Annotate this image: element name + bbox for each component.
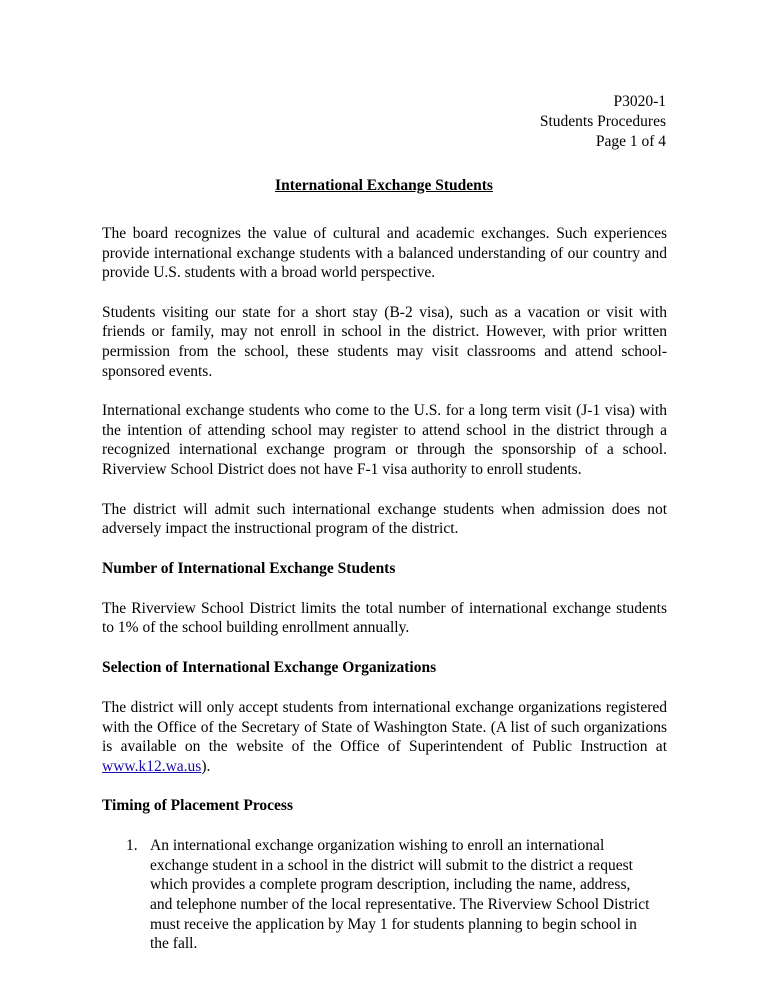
selection-text-after-link: ).: [201, 757, 211, 775]
section-heading-selection: Selection of International Exchange Organizations: [102, 658, 437, 676]
selection-text-before-link: The district will only accept students from international exchange organizations registered with the Office of the Secretary of State of Washington State. (A list of such organizations is available on the website of the Office of Superintendent of Public Instruction at: [102, 698, 667, 756]
policy-category: Students Procedures: [539, 113, 666, 130]
section-text-selection: [102, 698, 667, 776]
timing-list: [126, 836, 667, 954]
intro-paragraph-1: The board recognizes the value of cultural and academic exchanges. Such experiences provide international exchange students with a balanced understanding of our country and provide U.S. students with a broad world perspective.: [102, 225, 667, 282]
document-header: [540, 92, 666, 152]
list-item-text: An international exchange organization wishing to enroll an international exchange student in a school in the district will submit to the district a request which provides a complete program description, including the name, address, and telephone number of the local representative. The Riverview School District must receive the application by May 1 for students planning to begin school in the fall.: [150, 837, 650, 953]
page-number: Page 1 of 4: [595, 133, 666, 150]
section-text-number: The Riverview School District limits the total number of international exchange students to 1% of the school building enrollment annually.: [102, 599, 667, 637]
intro-paragraph-3: International exchange students who come to the U.S. for a long term visit (J-1 visa) with the intention of attending school may register to attend school in the district through a recognized international exchange program or through the sponsorship of a school. Riverview School District does not have F-1 visa authority to enroll students.: [102, 402, 667, 478]
section-heading-number: Number of International Exchange Students: [102, 559, 396, 577]
policy-code: P3020-1: [613, 93, 666, 110]
intro-paragraph-2: Students visiting our state for a short stay (B-2 visa), such as a vacation or visit with friends or family, may not enroll in school in the district. However, with prior written permission from the school, these students may visit classrooms and attend school-sponsored events.: [102, 303, 667, 380]
list-item: [126, 836, 667, 954]
document-body: [102, 224, 667, 954]
ospi-website-link[interactable]: www.k12.wa.us: [102, 757, 202, 775]
section-heading-timing: Timing of Placement Process: [102, 797, 293, 815]
list-item-number: 1.: [126, 837, 138, 855]
intro-paragraph-4: The district will admit such international exchange students when admission does not adversely impact the instructional program of the district.: [102, 500, 667, 538]
document-title: International Exchange Students: [275, 177, 493, 194]
